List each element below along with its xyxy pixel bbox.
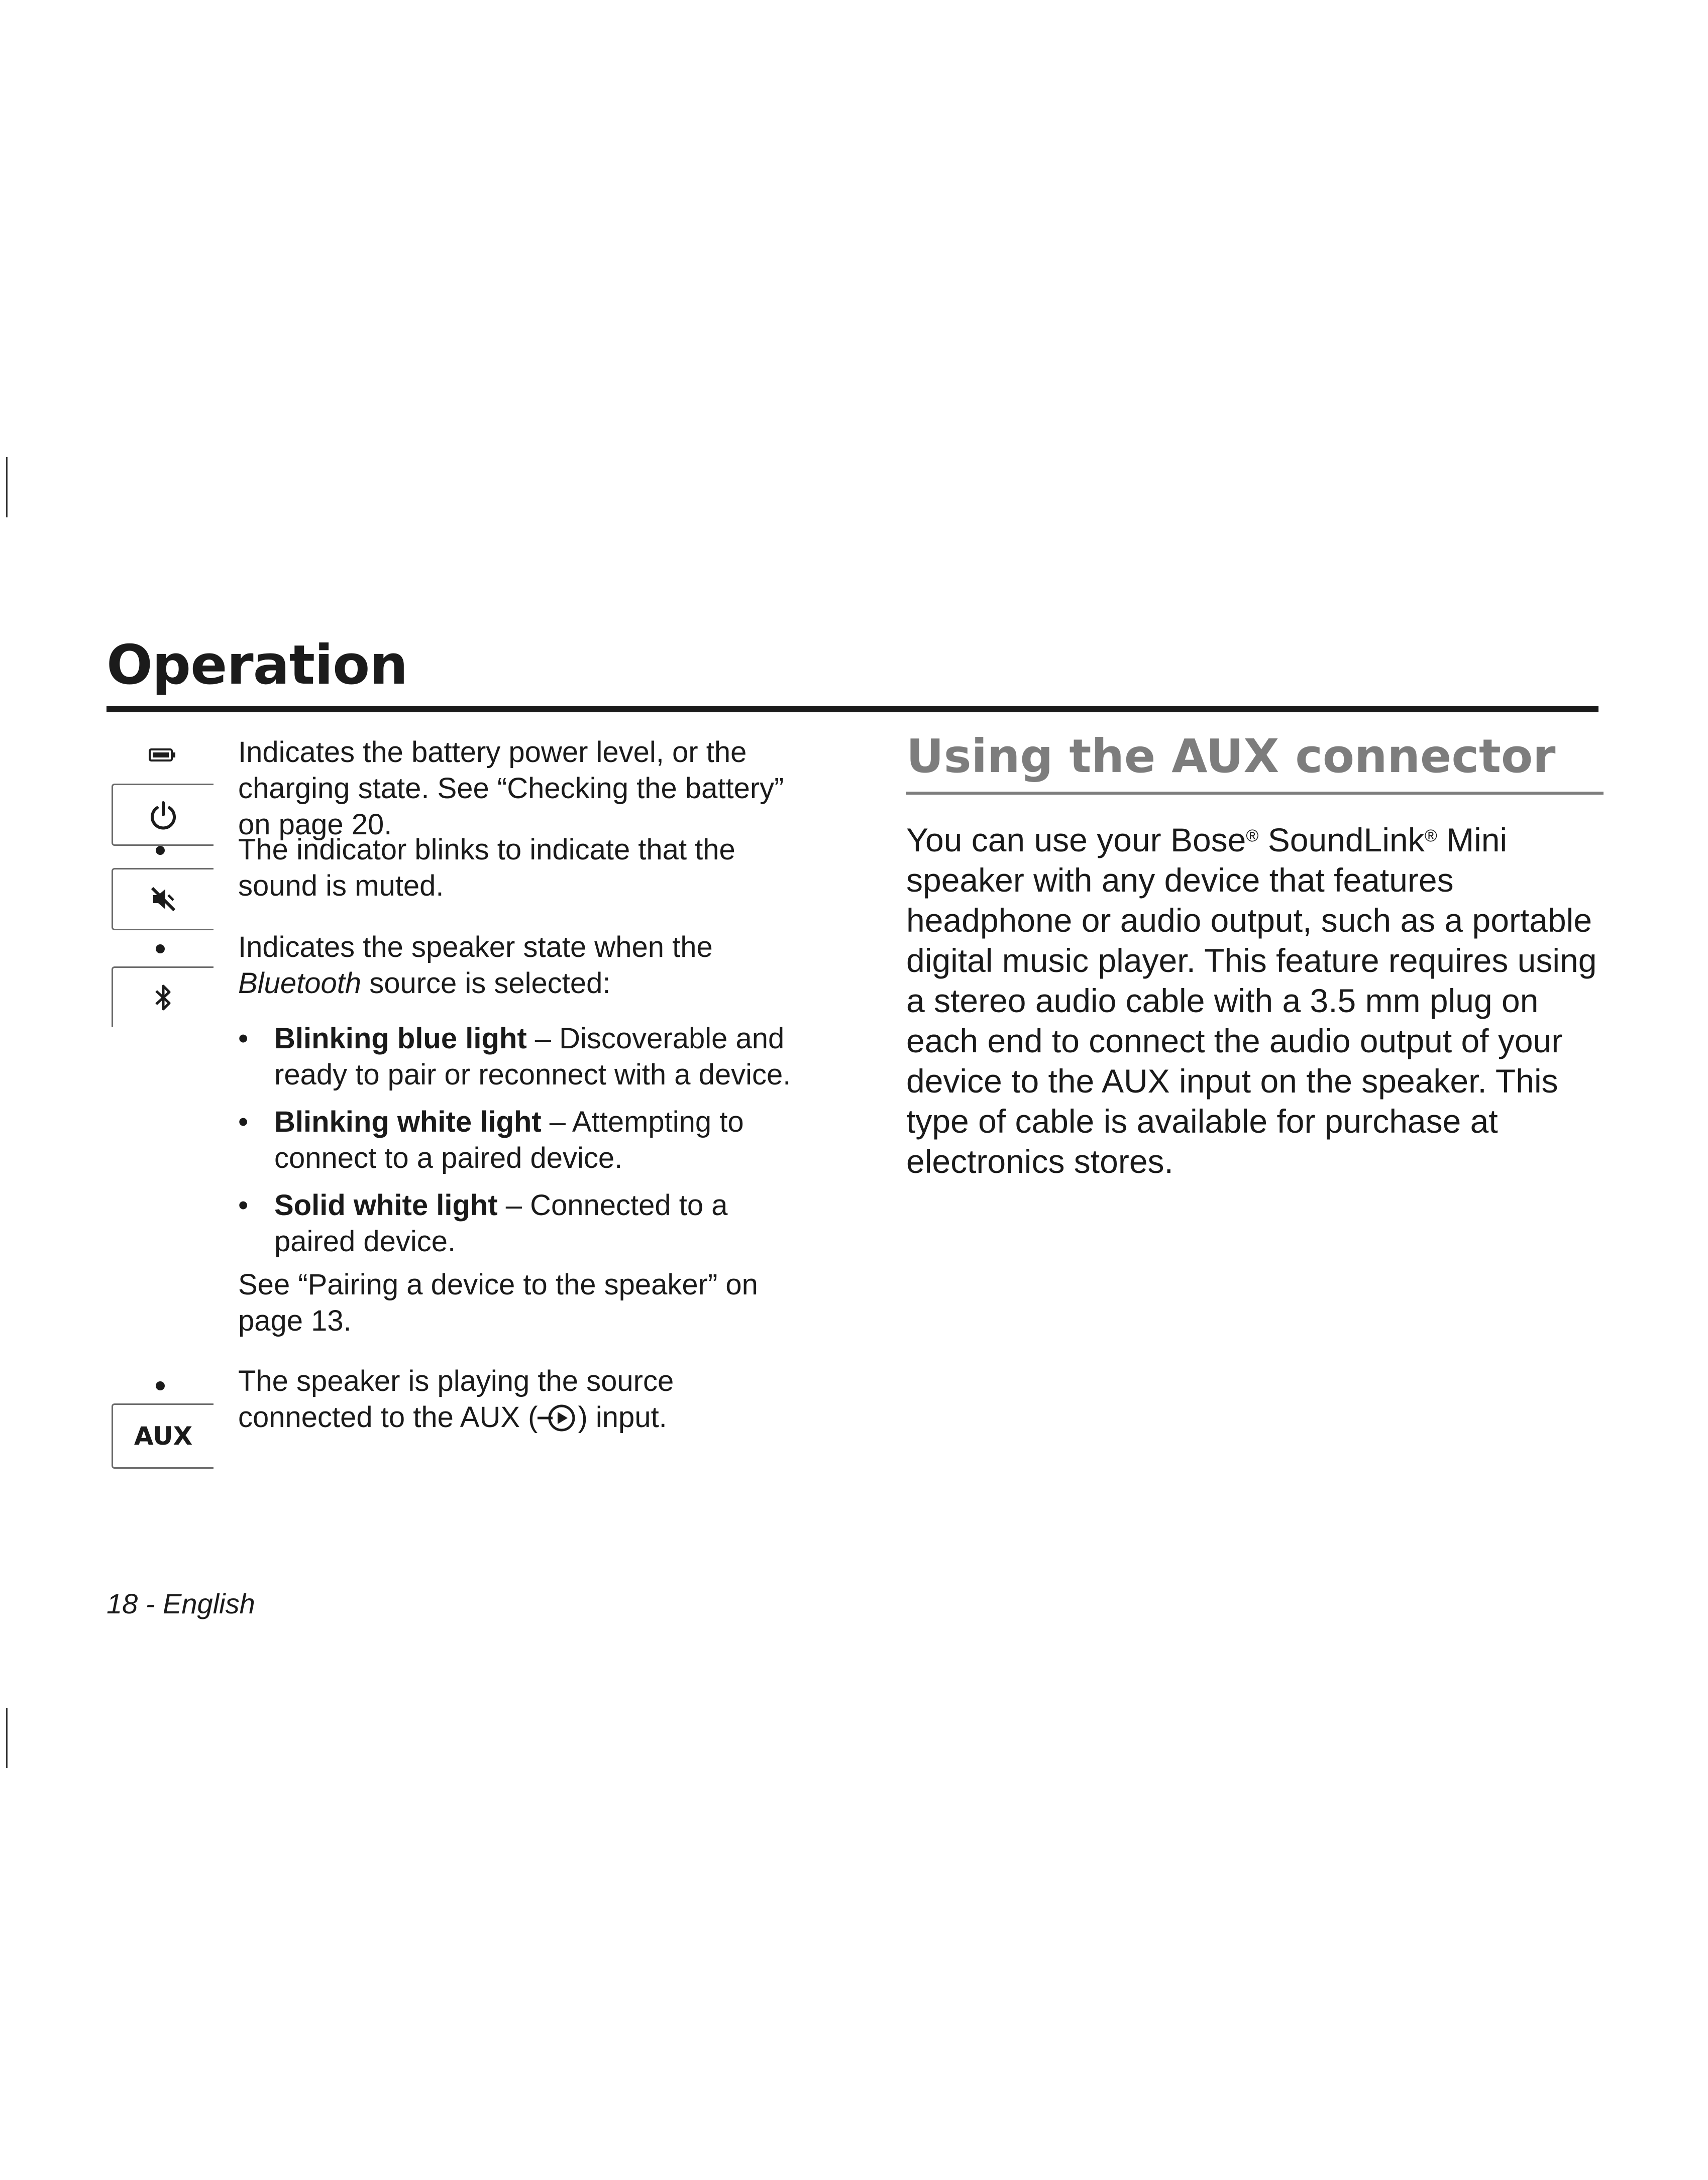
aux-indicator-light [156,1381,165,1390]
bluetooth-text [238,929,816,1002]
bullet-term: Solid white light [274,1189,498,1222]
page-footer: 18 - English [106,1588,255,1619]
aux-button-label: AUX [134,1422,193,1451]
list-item [238,1187,816,1260]
aux-section-rule [906,792,1604,795]
aux-text-post: ) input. [578,1401,667,1434]
crop-mark-bottom [6,1708,8,1768]
aux-body-part-3: Mini speaker with any device that features headphone or audio output, such as a portable digital music player. This feature requires using a stereo audio cable with a 3.5 mm plug on each end to connect the audio output of your device to the AUX input on the speaker. This type of cable is available for purchase at electronics stores. [906,821,1597,1180]
aux-description [238,1363,816,1436]
mute-button[interactable] [112,868,214,930]
bullet-detail: – Discoverable and ready to pair or reconnect with a device. [274,1022,791,1091]
bluetooth-text-pre: Indicates the speaker state when the [238,931,713,963]
crop-mark-top [6,457,8,517]
pairing-reference [238,1267,816,1339]
list-item [238,1021,816,1093]
bullet-mark: • [238,1022,249,1055]
aux-input-icon [538,1403,578,1433]
bluetooth-description [238,929,816,1002]
mute-description [238,832,816,904]
aux-body-part-2: SoundLink [1258,821,1425,858]
battery-description [238,734,816,843]
bullet-detail: – Connected to a paired device. [274,1189,728,1258]
bullet-detail: – Attempting to connect to a paired device. [274,1106,744,1174]
aux-text-pre: The speaker is playing the source connected to the AUX ( [238,1365,674,1434]
pairing-reference-text: See “Pairing a device to the speaker” on page 13. [238,1268,758,1337]
bullet-mark: • [238,1189,249,1222]
bullet-term: Blinking blue light [274,1022,527,1055]
mute-icon [148,884,178,914]
battery-text: Indicates the battery power level, or the charging state. See “Checking the battery” on page 20. [238,736,784,841]
mute-text: The indicator blinks to indicate that the sound is muted. [238,833,735,902]
battery-icon [149,747,177,765]
bluetooth-word: Bluetooth [238,967,362,1000]
aux-button[interactable] [112,1403,214,1469]
section-title: Operation [106,634,408,697]
aux-section-body [906,820,1610,1181]
mute-indicator-light [156,846,165,855]
bullet-mark: • [238,1106,249,1138]
bluetooth-text-post: source is selected: [361,967,611,1000]
bluetooth-indicator-light [156,944,165,953]
power-icon [149,800,177,830]
bluetooth-icon [153,982,173,1013]
aux-text [238,1363,816,1436]
registered-mark: ® [1424,826,1437,845]
title-rule [106,706,1598,712]
registered-mark: ® [1246,826,1259,845]
bluetooth-button[interactable] [112,966,214,1027]
list-item [238,1104,816,1176]
aux-section-title: Using the AUX connector [906,729,1556,783]
aux-body-part-1: You can use your Bose [906,821,1246,858]
bullet-term: Blinking white light [274,1106,542,1138]
power-button[interactable] [112,784,214,846]
indicator-column [100,733,221,1487]
